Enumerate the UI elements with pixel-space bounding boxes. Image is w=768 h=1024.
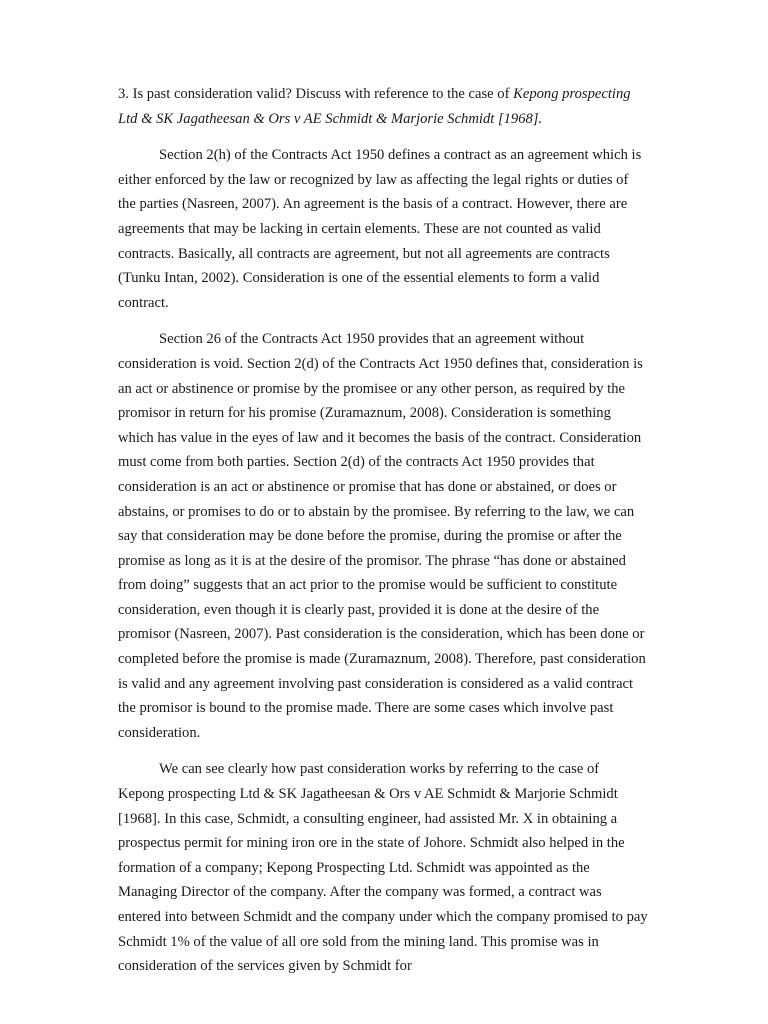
paragraph-kepong-case: We can see clearly how past consideration works by referring to the case of Kepong prospecting Ltd & SK Jagatheesan & Ors v AE Schmidt & Marjorie Schmidt [1968]. In this case, Schmidt, a consulting engineer, had assisted Mr. X in obtaining a prospectus permit for mining iron ore in the state of Johore. Schmidt also helped in the formation of a company; Kepong Prospecting Ltd. Schmidt was appointed as the Managing Director of the company. After the company was formed, a contract was entered into between Schmidt and the company under which the company promised to pay Schmidt 1% of the value of all ore sold from the mining land. This promise was in consideration of the services given by Schmidt for [118, 761, 648, 975]
document-page [118, 82, 648, 991]
question-heading [118, 82, 648, 131]
case-citation: Kepong prospecting Ltd & SK Jagatheesan & Ors v AE Schmidt & Marjorie Schmidt [1968]. [118, 86, 631, 127]
paragraph-contract-definition: Section 2(h) of the Contracts Act 1950 defines a contract as an agreement which is either enforced by the law or recognized by law as affecting the legal rights or duties of the parties (Nasreen, 2007). An agreement is the basis of a contract. However, there are agreements that may be lacking in certain elements. These are not counted as valid contracts. Basically, all contracts are agreement, but not all agreements are contracts (Tunku Intan, 2002). Consideration is one of the essential elements to form a valid contract. [118, 147, 642, 311]
paragraph-consideration: Section 26 of the Contracts Act 1950 provides that an agreement without consideration is void. Section 2(d) of the Contracts Act 1950 defines that, consideration is an act or abstinence or promise by the promisee or any other person, as required by the promisor in return for his promise (Zuramaznum, 2008). Consideration is something which has value in the eyes of law and it becomes the basis of the contract. Consideration must come from both parties. Section 2(d) of the contracts Act 1950 provides that consideration is an act or abstinence or promise that has done or abstained, or does or abstains, or promises to do or to abstain by the promisee. By referring to the law, we can say that consideration may be done before the promise, during the promise or after the promise as long as it is at the desire of the promisor. The phrase “has done or abstained from doing” suggests that an act prior to the promise would be sufficient to constitute consideration, even though it is clearly past, provided it is done at the desire of the promisor (Nasreen, 2007). Past consideration is the consideration, which has been done or completed before the promise is made (Zuramaznum, 2008). Therefore, past consideration is valid and any agreement involving past consideration is considered as a valid contract the promisor is bound to the promise made. There are some cases which involve past consideration. [118, 331, 646, 741]
question-text: 3. Is past consideration valid? Discuss with reference to the case of [118, 86, 514, 102]
